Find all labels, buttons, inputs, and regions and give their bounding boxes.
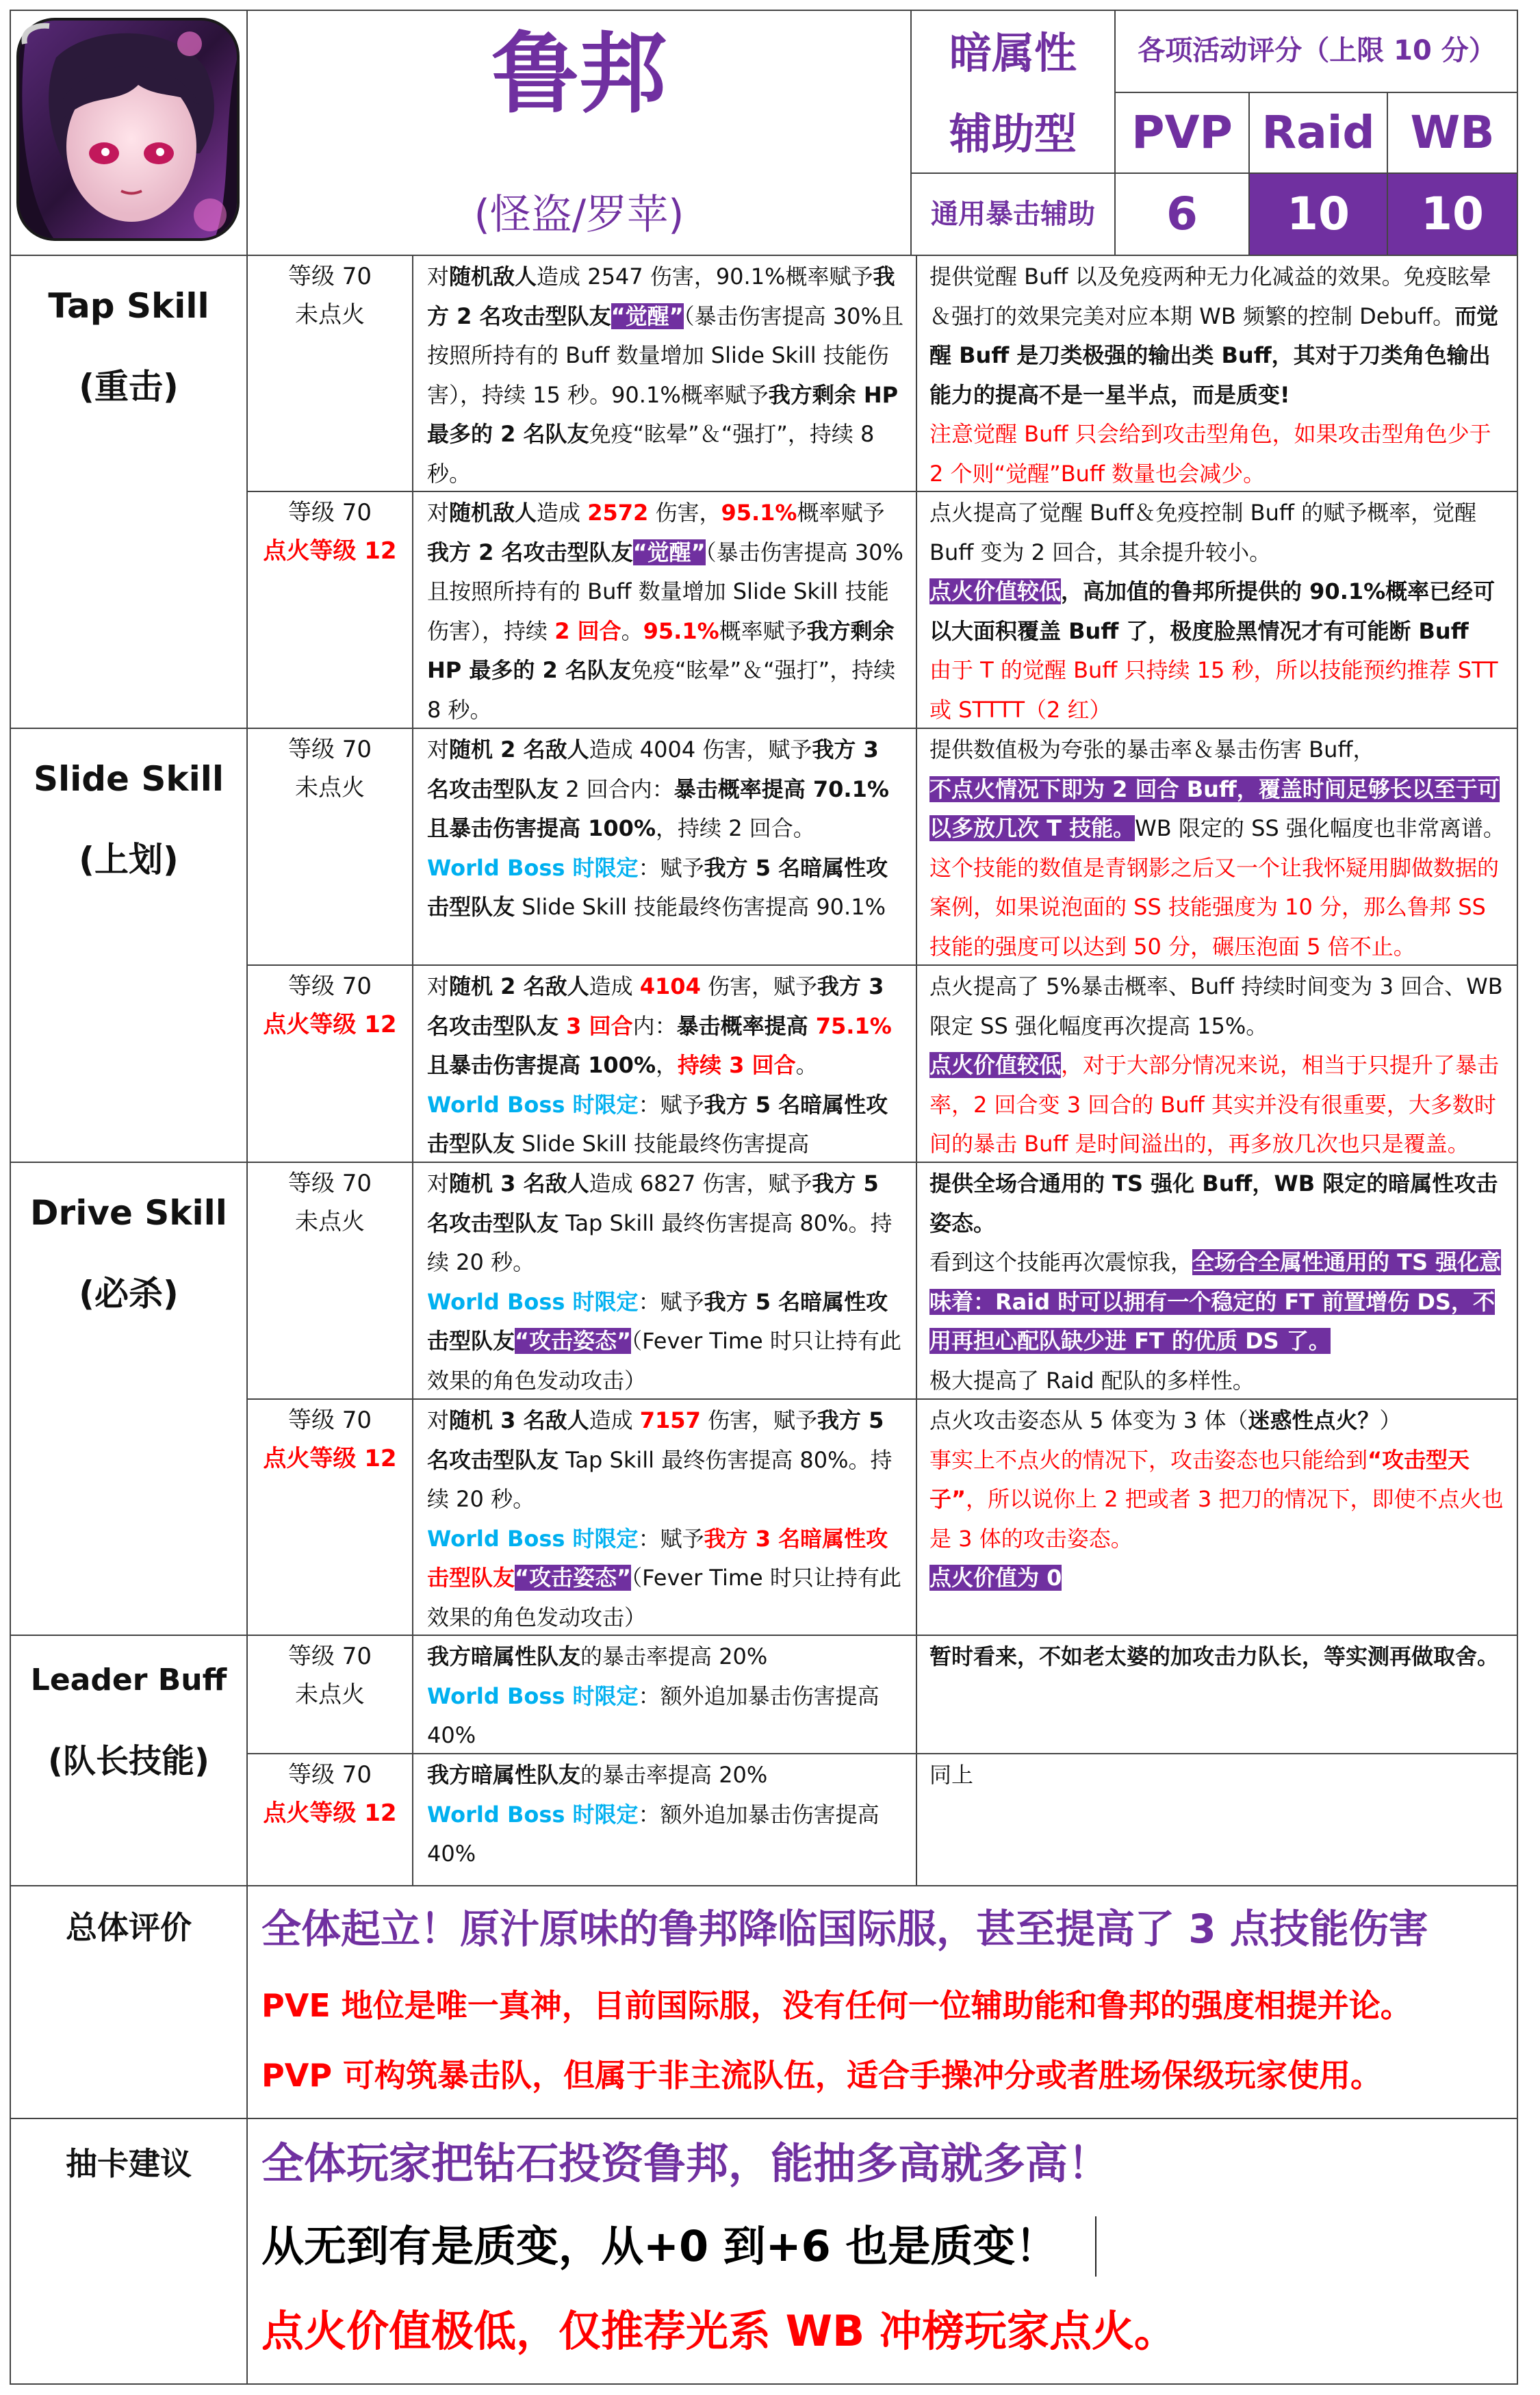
comment-red: 事实上不点火的情况下，攻击姿态也只能给到 [929, 1446, 1368, 1473]
buff-highlight: “觉醒” [632, 539, 706, 565]
level-cell-drive-base [248, 1163, 412, 1398]
desc-target: 随机 3 名敌人 [449, 1170, 589, 1196]
comment-text: 点火提高了觉醒 Buff＆免疫控制 Buff 的赋予概率，觉醒 Buff 变为 2 回合，其余提升较小。 [929, 500, 1477, 565]
level-cell-slide-base [248, 729, 412, 964]
comment-red: ，所以说你上 2 把或者 3 把刀的情况下，即使不点火也是 3 体的攻击姿态。 [929, 1486, 1504, 1552]
desc-target: 我方 2 名攻击型队友 [427, 264, 895, 329]
gacha-line-3: 点火价值极低，仅推荐光系 WB 冲榜玩家点火。 [261, 2306, 1177, 2356]
desc-target: 我方 5 名暗属性攻击型队友 [427, 1091, 888, 1157]
ignite-status: 点火等级 12 [263, 537, 397, 565]
desc-target: 我方 3 名攻击型队友 [427, 737, 879, 802]
desc-text: 免疫“眩晕”＆“强打”，持续 8 秒。 [427, 421, 875, 487]
skill-name-en: Tap Skill [48, 286, 209, 326]
comment-highlight: 不点火情况下即为 2 回合 Buff，覆盖时间足够长以至于可以多放几次 T 技能。 [929, 776, 1500, 841]
level-cell-tap-ignite [248, 492, 412, 728]
level-label: 等级 70 [287, 1643, 372, 1670]
buff-highlight: “攻击姿态” [515, 1565, 632, 1591]
desc-target: 我方剩余 HP 最多的 2 名队友 [427, 617, 895, 683]
score-pvp: 6 [1166, 188, 1198, 240]
desc-text: 。 [795, 1052, 818, 1078]
buff-highlight: “攻击姿态” [515, 1328, 632, 1354]
comment-highlight: 点火价值较低 [929, 1052, 1062, 1078]
desc-text: 。 [621, 617, 643, 644]
skill-desc-slide-base [413, 729, 916, 964]
rating-title: 各项活动评分（上限 10 分） [1138, 35, 1496, 66]
level-cell-drive-ignite [248, 1400, 412, 1635]
desc-text: （暴击伤害提高 30%且按照所持有的 Buff 数量增加 Slide Skill 技能伤害），持续 15 秒。90.1%概率赋予 [427, 303, 903, 408]
level-cell-leader-ignite [248, 1754, 412, 1885]
desc-target: 我方 3 名攻击型队友 [427, 973, 884, 1039]
mode-pvp: PVP [1131, 106, 1233, 159]
skill-desc-leader-base [413, 1636, 916, 1753]
skill-name-leader [11, 1636, 246, 1814]
skill-desc-tap-ignite [413, 492, 916, 728]
comment-text: 看到这个技能再次震惊我， [929, 1249, 1193, 1275]
comment-red: ，对于大部分情况来说，相当于只提升了暴击率，2 回合变 3 回合的 Buff 其实并没有很重要，大多数时间的暴击 Buff 是时间溢出的，再多放几次也只是覆盖。 [929, 1052, 1500, 1157]
level-label: 等级 70 [287, 736, 372, 763]
desc-text: 对 [427, 264, 450, 290]
desc-text: ：赋予 [638, 854, 704, 881]
skill-name-cn: (上划) [79, 840, 179, 880]
desc-text: 造成 [589, 973, 640, 999]
comment-red-bold: “攻击型天子” [929, 1446, 1470, 1512]
desc-text: 概率赋予 [797, 500, 885, 526]
mode-raid: Raid [1261, 106, 1375, 159]
desc-text: Tap Skill 最终伤害提高 80%。持续 20 秒。 [427, 1209, 893, 1275]
wb-label: World Boss 时限定 [427, 1525, 639, 1552]
comment-text: 点火提高了 5%暴击概率、Buff 持续时间变为 3 回合、WB 限定 SS 强化幅度再次提高 15%。 [929, 973, 1503, 1039]
skill-comment-drive-ignite [917, 1400, 1517, 1635]
wb-label: World Boss 时限定 [427, 1288, 639, 1315]
skill-comment-tap-base [917, 256, 1517, 491]
wb-label: World Boss 时限定 [427, 854, 639, 881]
desc-text: （暴击伤害提高 30%且按照所持有的 Buff 数量增加 Slide Skill 技能伤害），持续 [427, 539, 903, 644]
desc-target: 我方剩余 HP 最多的 2 名队友 [427, 381, 899, 447]
skill-comment-leader-base: 暂时看来，不如老太婆的加攻击力队长，等实测再做取舍。 [929, 1643, 1500, 1669]
desc-text: 造成 [589, 1407, 640, 1433]
skill-desc-tap-base [413, 256, 916, 491]
desc-text: 对 [427, 973, 450, 999]
desc-text: 免疫“眩晕”＆“强打”，持续 8 秒。 [427, 657, 896, 723]
wb-label: World Boss 时限定 [427, 1801, 639, 1828]
desc-text: ：赋予 [638, 1525, 704, 1552]
desc-effect: 且暴击伤害提高 100% [427, 1052, 656, 1078]
skill-name-en: Leader Buff [30, 1663, 227, 1698]
desc-text: 对 [427, 1407, 450, 1433]
comment-red: 由于 T 的觉醒 Buff 只持续 15 秒，所以技能预约推荐 STT 或 STTTT（2 红） [929, 657, 1498, 723]
role-label: 辅助型 [949, 109, 1077, 159]
desc-text: 伤害，赋予 [700, 1407, 818, 1433]
desc-text: （Fever Time 时只让持有此效果的角色发动攻击） [427, 1328, 901, 1394]
desc-change: 我方 3 名暗属性攻击型队友 [427, 1525, 888, 1591]
level-label: 等级 70 [287, 1761, 372, 1789]
desc-change: 持续 3 回合 [678, 1052, 796, 1078]
desc-text: 概率赋予 [719, 617, 807, 644]
desc-effect: 暴击概率提高 70.1%且暴击伤害提高 100% [427, 776, 889, 841]
skill-name-cn: (队长技能) [48, 1742, 209, 1780]
desc-text: ：赋予 [638, 1288, 704, 1315]
skill-comment-leader-ignite: 同上 [929, 1762, 974, 1788]
desc-text: ，持续 2 回合。 [656, 815, 815, 841]
level-cell-leader-base [248, 1636, 412, 1753]
desc-effect: 暴击概率提高 [676, 1012, 816, 1039]
desc-change: 2 回合 [554, 617, 621, 644]
desc-text: 对 [427, 1170, 450, 1196]
overall-line-1: 全体起立！原汁原味的鲁邦降临国际服，甚至提高了 3 点技能伤害 [261, 1906, 1428, 1952]
ignite-status: 未点火 [295, 1681, 365, 1708]
overall-line-3: PVP 可构筑暴击队，但属于非主流队伍，适合手操冲分或者胜场保级玩家使用。 [261, 2057, 1383, 2094]
desc-change: 2572 [587, 500, 649, 526]
ignite-status: 点火等级 12 [263, 1011, 397, 1038]
border-bottom [10, 2383, 1518, 2385]
skill-name-cn: (重击) [79, 367, 179, 407]
comment-text: 提供觉醒 Buff 以及免疫两种无力化减益的效果。免疫眩晕＆强打的效果完美对应本期 WB 频繁的控制 Debuff。 [929, 264, 1491, 329]
desc-text: 伤害，赋予 [700, 973, 818, 999]
desc-target: 我方 5 名暗属性攻击型队友 [427, 854, 888, 920]
desc-target: 随机 2 名敌人 [449, 737, 589, 763]
desc-change: 7157 [639, 1407, 701, 1433]
desc-text: ：赋予 [638, 1091, 704, 1118]
desc-target: 我方暗属性队友 [427, 1643, 581, 1669]
skill-name-tap [11, 256, 246, 434]
comment-text: 提供数值极为夸张的暴击率＆暴击伤害 Buff， [929, 737, 1375, 763]
level-label: 等级 70 [287, 973, 372, 1000]
desc-text: 造成 4004 伤害，赋予 [589, 737, 812, 763]
wb-label: World Boss 时限定 [427, 1091, 639, 1118]
ignite-status: 未点火 [295, 774, 365, 802]
skill-desc-slide-ignite [413, 966, 916, 1162]
desc-target: 我方暗属性队友 [427, 1762, 581, 1788]
desc-text: 的暴击率提高 20% [580, 1643, 768, 1669]
wb-label: World Boss 时限定 [427, 1682, 639, 1709]
level-cell-tap-base [248, 256, 412, 491]
skill-desc-drive-base [413, 1163, 916, 1398]
desc-target: 我方 5 名攻击型队友 [427, 1407, 884, 1473]
level-cell-slide-ignite [248, 966, 412, 1162]
desc-target: 我方 2 名攻击型队友 [427, 539, 633, 565]
comment-text: ） [1379, 1407, 1402, 1433]
desc-text: 造成 6827 伤害，赋予 [589, 1170, 812, 1196]
desc-target: 随机敌人 [449, 264, 537, 290]
ignite-status: 点火等级 12 [263, 1800, 397, 1827]
skill-name-drive [11, 1163, 246, 1341]
comment-highlight: 点火价值较低 [929, 578, 1062, 604]
skill-evaluation-sheet [10, 10, 1518, 2385]
comment-text: 点火攻击姿态从 5 体变为 3 体（ [929, 1407, 1248, 1433]
gacha-line-2: 从无到有是质变，从+0 到+6 也是质变！ [261, 2221, 1058, 2271]
skill-name-slide [11, 729, 246, 907]
desc-target: 随机 2 名敌人 [449, 973, 589, 999]
overall-line-2: PVE 地位是唯一真神，目前国际服，没有任何一位辅助能和鲁邦的强度相提并论。 [261, 1987, 1412, 2024]
comment-text: WB 限定的 SS 强化幅度也非常离谱。 [1135, 815, 1505, 841]
skill-comment-slide-base [917, 729, 1517, 964]
avatar [15, 16, 241, 242]
desc-text: Tap Skill 最终伤害提高 80%。持续 20 秒。 [427, 1446, 893, 1512]
skill-name-cn: (必杀) [79, 1274, 179, 1314]
desc-text: 对 [427, 737, 450, 763]
level-label: 等级 70 [287, 499, 372, 526]
desc-text: 造成 2547 伤害，90.1%概率赋予 [537, 264, 873, 290]
comment-highlight: 点火价值为 0 [929, 1565, 1062, 1591]
score-wb: 10 [1388, 174, 1517, 255]
mode-wb: WB [1410, 106, 1495, 159]
overall-label: 总体评价 [66, 1909, 192, 1946]
desc-text: 对 [427, 500, 450, 526]
desc-change: 95.1% [643, 617, 719, 644]
desc-text: 的暴击率提高 20% [580, 1762, 768, 1788]
character-alias: (怪盗/罗苹) [474, 191, 684, 239]
comment-red: 注意觉醒 Buff 只会给到攻击型角色，如果攻击型角色少于 2 个则“觉醒”Buff 数量也会减少。 [929, 421, 1491, 487]
skill-name-en: Drive Skill [30, 1193, 227, 1233]
desc-text: 造成 [537, 500, 588, 526]
desc-target: 随机敌人 [449, 500, 537, 526]
score-raid: 10 [1250, 174, 1387, 255]
skill-desc-leader-ignite [413, 1754, 916, 1885]
skill-comment-slide-ignite [917, 966, 1517, 1162]
comment-bold: 迷惑性点火？ [1248, 1407, 1380, 1433]
desc-text: 内： [632, 1012, 677, 1039]
skill-comment-tap-ignite [917, 492, 1517, 728]
desc-text: Slide Skill 技能最终伤害提高 [515, 1131, 810, 1157]
comment-highlight: 全场合全属性通用的 TS 强化意味着：Raid 时可以拥有一个稳定的 FT 前置增伤 DS，不用再担心配队缺少进 FT 的优质 DS 了。 [929, 1249, 1502, 1354]
level-label: 等级 70 [287, 1407, 372, 1434]
level-label: 等级 70 [287, 1170, 372, 1197]
desc-target: 随机 3 名敌人 [449, 1407, 589, 1433]
skill-desc-drive-ignite [413, 1400, 916, 1635]
desc-change: 3 回合 [566, 1012, 633, 1039]
gacha-label: 抽卡建议 [66, 2145, 192, 2182]
desc-text: ：额外追加暴击伤害提高 40% [427, 1682, 880, 1748]
buff-highlight: “觉醒” [611, 303, 684, 329]
attribute-label: 暗属性 [949, 28, 1077, 78]
desc-change: 4104 [639, 973, 701, 999]
character-portrait-icon [15, 16, 241, 242]
comment-bold: 而觉醒 Buff 是刀类极强的输出类 Buff，其对于刀类角色输出能力的提高不是一星半点，而是质变! [929, 303, 1499, 408]
skill-name-en: Slide Skill [33, 759, 224, 799]
ignite-status: 点火等级 12 [263, 1445, 397, 1472]
desc-text: ， [656, 1052, 678, 1078]
desc-text: 伤害， [648, 500, 721, 526]
ignite-status: 未点火 [295, 1208, 365, 1235]
character-name: 鲁邦 [491, 23, 667, 125]
skill-comment-drive-base [917, 1163, 1517, 1398]
border-right [1517, 10, 1518, 2385]
desc-text: （Fever Time 时只让持有此效果的角色发动攻击） [427, 1565, 901, 1630]
desc-text: Slide Skill 技能最终伤害提高 90.1% [515, 894, 886, 920]
type-label: 通用暴击辅助 [931, 198, 1095, 230]
desc-text: ：额外追加暴击伤害提高 40% [427, 1801, 880, 1867]
desc-change: 75.1% [815, 1012, 892, 1039]
gacha-line-1: 全体玩家把钻石投资鲁邦，能抽多高就多高！ [261, 2138, 1111, 2188]
ignite-status: 未点火 [295, 301, 365, 329]
desc-target: 我方 5 名攻击型队友 [427, 1170, 879, 1236]
desc-change: 95.1% [721, 500, 797, 526]
desc-target: 我方 5 名暗属性攻击型队友 [427, 1288, 888, 1354]
comment-text: 极大提高了 Raid 配队的多样性。 [929, 1367, 1255, 1394]
desc-text: 2 回合内： [559, 776, 674, 802]
comment-red: 这个技能的数值是青钢影之后又一个让我怀疑用脚做数据的案例，如果说泡面的 SS 技能强度为 10 分，那么鲁邦 SS 技能的强度可以达到 50 分，碾压泡面 5 倍不止。 [929, 854, 1500, 960]
level-label: 等级 70 [287, 263, 372, 290]
text-cursor [1095, 2216, 1096, 2277]
comment-bold: 提供全场合通用的 TS 强化 Buff，WB 限定的暗属性攻击姿态。 [929, 1170, 1498, 1236]
comment-bold: ，高加值的鲁邦所提供的 90.1%概率已经可以大面积覆盖 Buff 了，极度脸黑情况才有可能断 Buff [929, 578, 1496, 644]
